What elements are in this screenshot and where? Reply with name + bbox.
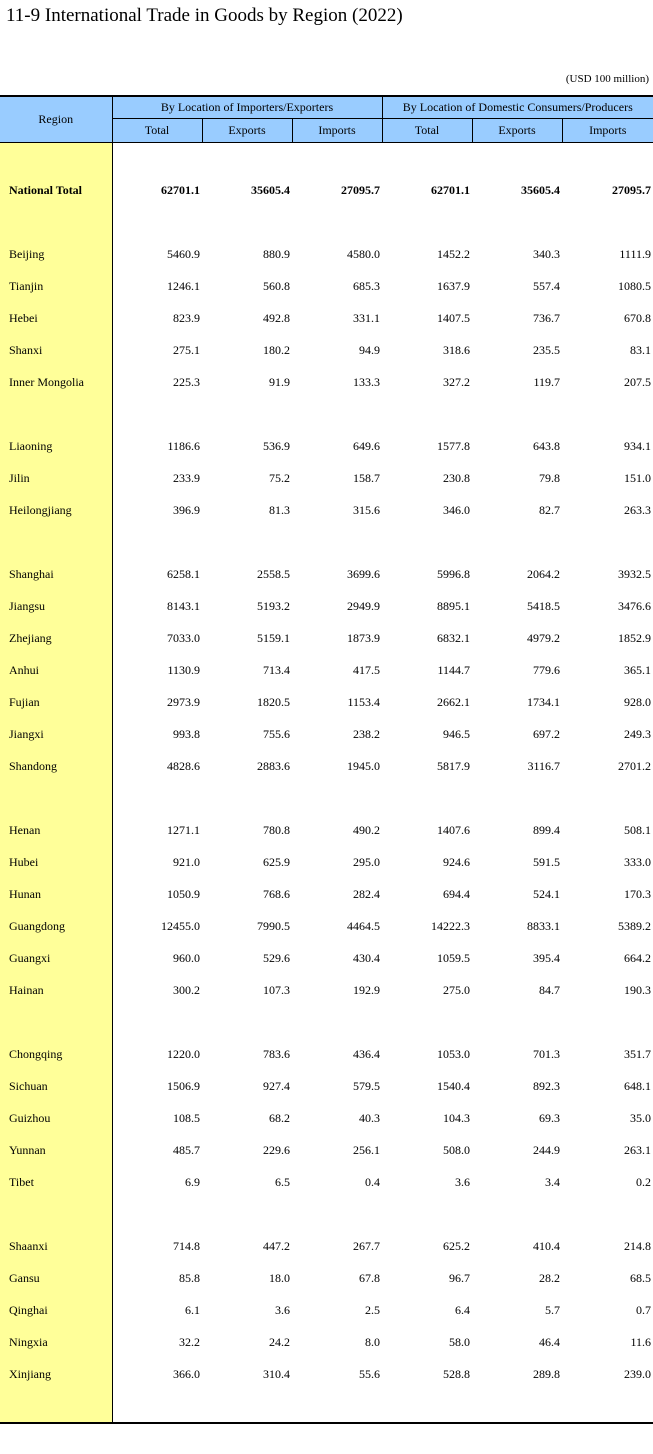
value-cell: 35.0 xyxy=(630,1111,652,1125)
value-cell: 1577.8 xyxy=(437,439,470,453)
value-cell: 946.5 xyxy=(443,727,470,741)
region-name: Heilongjiang xyxy=(0,495,112,527)
value-cell: 779.6 xyxy=(533,663,560,677)
table-row xyxy=(0,943,653,975)
value-cell: 928.0 xyxy=(624,695,652,709)
value-cell: 1271.1 xyxy=(167,823,200,837)
value-cell: 3476.6 xyxy=(618,599,652,613)
unit-note: (USD 100 million) xyxy=(565,73,649,85)
value-cell: 6258.1 xyxy=(167,567,200,581)
value-cell: 84.7 xyxy=(539,983,560,997)
region-name: Shanxi xyxy=(0,335,112,367)
region-name: Liaoning xyxy=(0,431,112,463)
table-row xyxy=(0,1295,653,1327)
value-cell: 2973.9 xyxy=(167,695,200,709)
table-row xyxy=(0,815,653,847)
value-cell: 14222.3 xyxy=(431,919,470,933)
value-cell: 880.9 xyxy=(263,247,290,261)
value-cell: 244.9 xyxy=(533,1143,560,1157)
table-body xyxy=(0,143,653,1423)
value-cell: 1053.0 xyxy=(437,1047,470,1061)
value-cell: 648.1 xyxy=(624,1079,652,1093)
value-cell: 5193.2 xyxy=(257,599,290,613)
table-row xyxy=(0,975,653,1007)
header-imports-2: Imports xyxy=(562,119,653,143)
value-cell: 1452.2 xyxy=(437,247,470,261)
region-name: Chongqing xyxy=(0,1039,112,1071)
value-cell: 625.9 xyxy=(263,855,290,869)
value-cell: 40.3 xyxy=(359,1111,380,1125)
value-cell: 289.8 xyxy=(533,1367,560,1381)
value-cell: 94.9 xyxy=(359,343,380,357)
value-cell: 524.1 xyxy=(533,887,560,901)
value-cell: 1111.9 xyxy=(619,247,652,261)
region-name: Hebei xyxy=(0,303,112,335)
value-cell: 1153.4 xyxy=(347,695,380,709)
spacer-row xyxy=(0,1391,653,1423)
value-cell: 0.7 xyxy=(636,1303,652,1317)
region-name: Guangdong xyxy=(0,911,112,943)
table-row xyxy=(0,911,653,943)
region-name: Hainan xyxy=(0,975,112,1007)
region-name: Hunan xyxy=(0,879,112,911)
value-cell: 1220.0 xyxy=(167,1047,200,1061)
value-cell: 190.3 xyxy=(624,983,652,997)
region-name: Jilin xyxy=(0,463,112,495)
region-name: Beijing xyxy=(0,239,112,271)
value-cell: 275.1 xyxy=(173,343,200,357)
value-cell: 714.8 xyxy=(173,1239,200,1253)
value-cell: 1820.5 xyxy=(257,695,290,709)
value-cell: 0.2 xyxy=(636,1175,652,1189)
table-row xyxy=(0,303,653,335)
value-cell: 643.8 xyxy=(533,439,560,453)
spacer-row xyxy=(0,527,653,559)
value-cell: 67.8 xyxy=(359,1271,380,1285)
value-cell: 2064.2 xyxy=(527,567,560,581)
region-name: Shaanxi xyxy=(0,1231,112,1263)
region-name: Ningxia xyxy=(0,1327,112,1359)
value-cell: 300.2 xyxy=(173,983,200,997)
value-cell: 6.9 xyxy=(185,1175,200,1189)
region-name: Jiangsu xyxy=(0,591,112,623)
value-cell: 410.4 xyxy=(533,1239,560,1253)
value-cell: 1945.0 xyxy=(347,759,380,773)
value-cell: 85.8 xyxy=(179,1271,200,1285)
table-row xyxy=(0,495,653,527)
value-cell: 366.0 xyxy=(173,1367,200,1381)
value-cell: 207.5 xyxy=(624,375,652,389)
value-cell: 346.0 xyxy=(443,503,470,517)
table-row xyxy=(0,879,653,911)
spacer-row xyxy=(0,1007,653,1039)
value-cell: 2949.9 xyxy=(347,599,380,613)
value-cell: 934.1 xyxy=(624,439,652,453)
region-name: Guizhou xyxy=(0,1103,112,1135)
value-cell: 0.4 xyxy=(365,1175,380,1189)
value-cell: 62701.1 xyxy=(431,183,470,197)
value-cell: 6.1 xyxy=(185,1303,200,1317)
trade-table xyxy=(0,95,653,1424)
table-row xyxy=(0,1167,653,1199)
table-row xyxy=(0,1263,653,1295)
value-cell: 107.3 xyxy=(263,983,290,997)
value-cell: 6.4 xyxy=(455,1303,470,1317)
spacer-row xyxy=(0,1199,653,1231)
value-cell: 282.4 xyxy=(353,887,380,901)
region-name: Qinghai xyxy=(0,1295,112,1327)
value-cell: 921.0 xyxy=(173,855,200,869)
value-cell: 1186.6 xyxy=(167,439,200,453)
value-cell: 58.0 xyxy=(449,1335,470,1349)
header-group-importers-exporters: By Location of Importers/Exporters xyxy=(112,96,382,119)
value-cell: 5.7 xyxy=(545,1303,560,1317)
value-cell: 2701.2 xyxy=(618,759,652,773)
value-cell: 485.7 xyxy=(173,1143,200,1157)
spacer-row xyxy=(0,399,653,431)
value-cell: 1080.5 xyxy=(618,279,652,293)
value-cell: 214.8 xyxy=(624,1239,652,1253)
value-cell: 625.2 xyxy=(443,1239,470,1253)
table-row xyxy=(0,239,653,271)
spacer-row xyxy=(0,783,653,815)
value-cell: 225.3 xyxy=(173,375,200,389)
page-title: 11-9 International Trade in Goods by Region (2022) xyxy=(6,5,403,26)
spacer-row xyxy=(0,207,653,239)
value-cell: 927.4 xyxy=(263,1079,290,1093)
value-cell: 1050.9 xyxy=(167,887,200,901)
region-name: Shanghai xyxy=(0,559,112,591)
value-cell: 5817.9 xyxy=(437,759,470,773)
value-cell: 528.8 xyxy=(443,1367,470,1381)
value-cell: 81.3 xyxy=(269,503,290,517)
value-cell: 823.9 xyxy=(173,311,200,325)
region-name: Tibet xyxy=(0,1167,112,1199)
value-cell: 8.0 xyxy=(365,1335,380,1349)
value-cell: 417.5 xyxy=(353,663,380,677)
header-region: Region xyxy=(0,96,112,143)
value-cell: 69.3 xyxy=(539,1111,560,1125)
value-cell: 83.1 xyxy=(630,343,652,357)
value-cell: 340.3 xyxy=(533,247,560,261)
value-cell: 327.2 xyxy=(443,375,470,389)
value-cell: 151.0 xyxy=(624,471,652,485)
value-cell: 256.1 xyxy=(353,1143,380,1157)
value-cell: 1059.5 xyxy=(437,951,470,965)
value-cell: 579.5 xyxy=(353,1079,380,1093)
value-cell: 924.6 xyxy=(443,855,470,869)
value-cell: 62701.1 xyxy=(161,183,200,197)
value-cell: 310.4 xyxy=(263,1367,290,1381)
value-cell: 351.7 xyxy=(624,1047,652,1061)
header-exports-1: Exports xyxy=(202,119,292,143)
header-group-consumers-producers: By Location of Domestic Consumers/Producers xyxy=(382,96,653,119)
value-cell: 713.4 xyxy=(263,663,290,677)
value-cell: 670.8 xyxy=(624,311,652,325)
table-row xyxy=(0,1071,653,1103)
table-row xyxy=(0,431,653,463)
value-cell: 3932.5 xyxy=(618,567,652,581)
value-cell: 263.3 xyxy=(624,503,652,517)
value-cell: 697.2 xyxy=(533,727,560,741)
value-cell: 170.3 xyxy=(624,887,652,901)
value-cell: 133.3 xyxy=(353,375,380,389)
value-cell: 108.5 xyxy=(173,1111,200,1125)
value-cell: 7033.0 xyxy=(167,631,200,645)
header-imports-1: Imports xyxy=(292,119,382,143)
value-cell: 68.2 xyxy=(269,1111,290,1125)
value-cell: 365.1 xyxy=(624,663,652,677)
value-cell: 180.2 xyxy=(263,343,290,357)
value-cell: 492.8 xyxy=(263,311,290,325)
value-cell: 2558.5 xyxy=(257,567,290,581)
value-cell: 158.7 xyxy=(353,471,380,485)
value-cell: 1637.9 xyxy=(437,279,470,293)
value-cell: 960.0 xyxy=(173,951,200,965)
value-cell: 5460.9 xyxy=(167,247,200,261)
value-cell: 701.3 xyxy=(533,1047,560,1061)
region-name: Tianjin xyxy=(0,271,112,303)
value-cell: 430.4 xyxy=(353,951,380,965)
value-cell: 4979.2 xyxy=(527,631,560,645)
value-cell: 55.6 xyxy=(359,1367,380,1381)
national-total-row xyxy=(0,175,653,207)
value-cell: 780.8 xyxy=(263,823,290,837)
value-cell: 230.8 xyxy=(443,471,470,485)
value-cell: 1130.9 xyxy=(167,663,200,677)
value-cell: 239.0 xyxy=(624,1367,652,1381)
value-cell: 490.2 xyxy=(353,823,380,837)
value-cell: 1852.9 xyxy=(618,631,652,645)
value-cell: 1873.9 xyxy=(347,631,380,645)
value-cell: 119.7 xyxy=(533,375,560,389)
region-name: Inner Mongolia xyxy=(0,367,112,399)
value-cell: 8833.1 xyxy=(527,919,560,933)
region-name: Henan xyxy=(0,815,112,847)
value-cell: 263.1 xyxy=(624,1143,652,1157)
region-name: Gansu xyxy=(0,1263,112,1295)
value-cell: 993.8 xyxy=(173,727,200,741)
region-name: Shandong xyxy=(0,751,112,783)
table-row xyxy=(0,847,653,879)
value-cell: 79.8 xyxy=(539,471,560,485)
value-cell: 1506.9 xyxy=(167,1079,200,1093)
value-cell: 35605.4 xyxy=(251,183,290,197)
value-cell: 396.9 xyxy=(173,503,200,517)
table-row xyxy=(0,719,653,751)
value-cell: 1734.1 xyxy=(527,695,560,709)
region-name: Yunnan xyxy=(0,1135,112,1167)
value-cell: 3.6 xyxy=(455,1175,470,1189)
value-cell: 664.2 xyxy=(624,951,652,965)
value-cell: 318.6 xyxy=(443,343,470,357)
value-cell: 331.1 xyxy=(353,311,380,325)
value-cell: 18.0 xyxy=(269,1271,290,1285)
value-cell: 46.4 xyxy=(539,1335,560,1349)
table-row xyxy=(0,1103,653,1135)
table-row xyxy=(0,271,653,303)
value-cell: 275.0 xyxy=(443,983,470,997)
table-row xyxy=(0,1231,653,1263)
table-row xyxy=(0,591,653,623)
value-cell: 6832.1 xyxy=(437,631,470,645)
region-name: Fujian xyxy=(0,687,112,719)
value-cell: 24.2 xyxy=(269,1335,290,1349)
value-cell: 27095.7 xyxy=(341,183,380,197)
value-cell: 3.6 xyxy=(275,1303,290,1317)
value-cell: 104.3 xyxy=(443,1111,470,1125)
header-exports-2: Exports xyxy=(472,119,562,143)
region-name: Anhui xyxy=(0,655,112,687)
value-cell: 28.2 xyxy=(539,1271,560,1285)
value-cell: 238.2 xyxy=(353,727,380,741)
table-row xyxy=(0,623,653,655)
value-cell: 899.4 xyxy=(533,823,560,837)
header-total-2: Total xyxy=(382,119,472,143)
value-cell: 11.6 xyxy=(630,1335,652,1349)
value-cell: 2.5 xyxy=(365,1303,380,1317)
value-cell: 8143.1 xyxy=(167,599,200,613)
value-cell: 192.9 xyxy=(353,983,380,997)
value-cell: 235.5 xyxy=(533,343,560,357)
value-cell: 736.7 xyxy=(533,311,560,325)
value-cell: 447.2 xyxy=(263,1239,290,1253)
value-cell: 82.7 xyxy=(539,503,560,517)
value-cell: 591.5 xyxy=(533,855,560,869)
value-cell: 68.5 xyxy=(630,1271,652,1285)
value-cell: 1407.6 xyxy=(437,823,470,837)
value-cell: 32.2 xyxy=(179,1335,200,1349)
value-cell: 536.9 xyxy=(263,439,290,453)
value-cell: 5389.2 xyxy=(618,919,652,933)
region-name: Zhejiang xyxy=(0,623,112,655)
value-cell: 4828.6 xyxy=(167,759,200,773)
value-cell: 75.2 xyxy=(269,471,290,485)
value-cell: 3699.6 xyxy=(347,567,380,581)
value-cell: 2662.1 xyxy=(437,695,470,709)
region-name: Hubei xyxy=(0,847,112,879)
value-cell: 96.7 xyxy=(449,1271,470,1285)
table-row xyxy=(0,751,653,783)
table-row xyxy=(0,367,653,399)
region-name: Guangxi xyxy=(0,943,112,975)
value-cell: 12455.0 xyxy=(161,919,200,933)
value-cell: 4580.0 xyxy=(347,247,380,261)
value-cell: 1540.4 xyxy=(437,1079,470,1093)
value-cell: 3116.7 xyxy=(527,759,560,773)
value-cell: 3.4 xyxy=(545,1175,560,1189)
value-cell: 295.0 xyxy=(353,855,380,869)
table-row xyxy=(0,335,653,367)
value-cell: 768.6 xyxy=(263,887,290,901)
value-cell: 649.6 xyxy=(353,439,380,453)
value-cell: 233.9 xyxy=(173,471,200,485)
value-cell: 8895.1 xyxy=(437,599,470,613)
header-total-1: Total xyxy=(112,119,202,143)
region-name: Xinjiang xyxy=(0,1359,112,1391)
value-cell: 529.6 xyxy=(263,951,290,965)
table-row xyxy=(0,1327,653,1359)
value-cell: 1407.5 xyxy=(437,311,470,325)
value-cell: 5159.1 xyxy=(257,631,290,645)
value-cell: 35605.4 xyxy=(521,183,560,197)
table-row xyxy=(0,559,653,591)
value-cell: 333.0 xyxy=(624,855,652,869)
table-row xyxy=(0,1039,653,1071)
value-cell: 2883.6 xyxy=(257,759,290,773)
value-cell: 267.7 xyxy=(353,1239,380,1253)
value-cell: 249.3 xyxy=(624,727,652,741)
table-row xyxy=(0,655,653,687)
value-cell: 560.8 xyxy=(263,279,290,293)
table-row xyxy=(0,1135,653,1167)
value-cell: 6.5 xyxy=(275,1175,290,1189)
value-cell: 755.6 xyxy=(263,727,290,741)
value-cell: 892.3 xyxy=(533,1079,560,1093)
value-cell: 91.9 xyxy=(269,375,290,389)
table-row xyxy=(0,687,653,719)
value-cell: 395.4 xyxy=(533,951,560,965)
value-cell: 315.6 xyxy=(353,503,380,517)
value-cell: 783.6 xyxy=(263,1047,290,1061)
value-cell: 436.4 xyxy=(353,1047,380,1061)
value-cell: 508.1 xyxy=(624,823,652,837)
value-cell: 5996.8 xyxy=(437,567,470,581)
value-cell: 27095.7 xyxy=(612,183,652,197)
value-cell: 5418.5 xyxy=(527,599,560,613)
value-cell: 694.4 xyxy=(443,887,470,901)
value-cell: 508.0 xyxy=(443,1143,470,1157)
table-row xyxy=(0,463,653,495)
spacer-row xyxy=(0,143,653,175)
value-cell: 685.3 xyxy=(353,279,380,293)
value-cell: 1246.1 xyxy=(167,279,200,293)
table-row xyxy=(0,1359,653,1391)
value-cell: 229.6 xyxy=(263,1143,290,1157)
value-cell: 1144.7 xyxy=(437,663,470,677)
value-cell: 4464.5 xyxy=(347,919,380,933)
value-cell: 7990.5 xyxy=(257,919,290,933)
region-name: Sichuan xyxy=(0,1071,112,1103)
region-name: Jiangxi xyxy=(0,719,112,751)
region-name: National Total xyxy=(0,175,112,207)
value-cell: 557.4 xyxy=(533,279,560,293)
